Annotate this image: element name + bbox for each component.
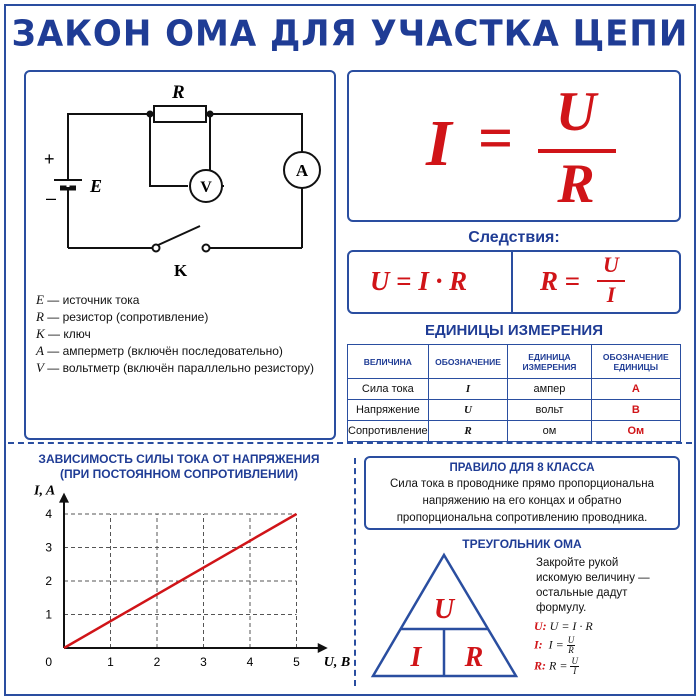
voltmeter-label: V [200,179,212,196]
formula-denominator: R [557,153,595,215]
triangle-formula-i: I: I = $\frac{U}{R}$ [534,635,575,655]
units-heading: ЕДИНИЦЫ ИЗМЕРЕНИЯ [425,322,603,339]
y-tick-label: 1 [45,607,52,622]
x-tick-label: 2 [153,655,161,669]
switch-label: K [174,261,188,280]
main-formula-box [347,70,681,222]
triangle-left: I [410,642,422,673]
node-right [207,111,214,118]
y-tick-label: 2 [45,574,52,588]
header-unit: ЕДИНИЦА ИЗМЕРЕНИЯ [508,345,591,379]
triangle-right: R [464,642,484,673]
triangle-instructions: Закройте рукой искомую величину — остальные дадут формулу. [536,557,650,614]
corollary-voltage: U = I · R [370,266,468,296]
y-tick-label: 4 [45,507,52,521]
rule-text: Сила тока в проводнике прямо пропорциональна напряжению на его концах и обратно пропорциональна сопротивлению проводника. [390,478,654,524]
triangle-heading: ТРЕУГОЛЬНИК ОМА [462,537,582,551]
x-tick-label: 3 [200,655,207,669]
node-left [147,111,154,118]
section-divider-vertical [354,458,356,686]
y-tick-label: 3 [45,540,52,555]
triangle-formula-r: R: R = $\frac{U}{I}$ [534,656,578,676]
triangle-top: U [433,594,455,625]
corollary-resistance-den: I [606,282,616,307]
legend-item: R — резистор (сопротивление) [36,309,209,324]
page-title: ЗАКОН ОМА ДЛЯ УЧАСТКА ЦЕПИ [11,13,689,55]
switch-contact-left [153,245,160,252]
formula-numerator: U [555,81,597,143]
legend-item: A — амперметр (включён последовательно) [36,343,283,358]
x-tick-label: 4 [246,655,254,669]
header-unit-symbol: ОБОЗНАЧЕНИЕ ЕДИНИЦЫ [591,345,680,379]
triangle-formula-u: U: U = I · R [534,619,593,633]
wire-top [68,114,302,212]
legend-item: K — ключ [36,326,91,341]
y-axis-arrow [59,493,69,503]
ohm-triangle [370,552,520,680]
resistor-label: R [172,82,185,103]
x-axis-arrow [318,643,328,653]
origin-label: 0 [45,655,52,669]
ammeter-label: A [295,161,309,180]
formula-equals: = [478,105,514,173]
rule-heading: ПРАВИЛО ДЛЯ 8 КЛАССА [449,462,595,474]
x-axis-label: U, В [323,655,350,670]
voltmeter-branch [150,114,188,186]
current-voltage-chart [0,480,350,695]
battery-plus: + [44,149,55,169]
table-row: Сила тока I ампер А [348,379,681,400]
corollary-resistance-num: U [603,252,619,277]
legend-item: V — вольтметр (включён параллельно резистору) [36,360,315,375]
graph-heading: ЗАВИСИМОСТЬ СИЛЫ ТОКА ОТ НАПРЯЖЕНИЯ (ПРИ ПОСТОЯННОМ СОПРОТИВЛЕНИИ) [38,452,320,481]
battery-minus: – [46,188,57,208]
header-symbol: ОБОЗНАЧЕНИЕ [428,345,508,379]
formula-lhs: I [426,107,452,180]
header-quantity: ВЕЛИЧИНА [348,345,429,379]
y-axis-label: I, A [34,483,56,499]
circuit-diagram [24,70,336,280]
units-table [347,344,681,442]
switch-lever [156,226,200,246]
corollaries-divider [511,252,513,312]
corollary-resistance-lhs: R = [540,266,581,296]
table-row: Напряжение U вольт В [348,400,681,421]
units-header-row [348,345,681,379]
corollaries-heading: Следствия: [468,229,560,246]
section-divider-horizontal [8,442,692,444]
resistor [154,106,206,122]
legend-item: E — источник тока [36,292,140,307]
x-tick-label: 1 [107,655,114,669]
source-label: E [90,176,103,196]
switch-contact-right [203,245,210,252]
table-row: Сопротивление R ом Ом [348,421,681,442]
x-tick-label: 5 [293,655,300,669]
